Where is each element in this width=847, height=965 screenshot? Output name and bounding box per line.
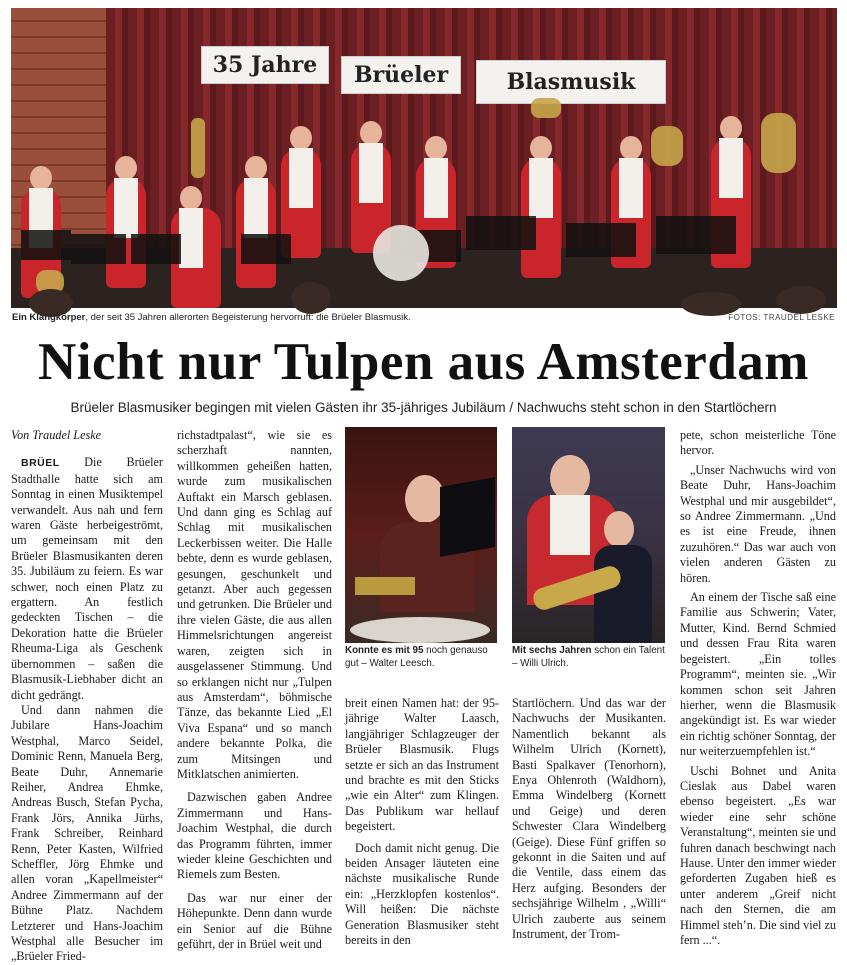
paragraph: Startlöchern. Und das war der Nachwuchs der Musikanten. Namentlich bekannt als Wilhelm Ulrich (Kornett), Basti Spalkaver (Tenorhorn), Enya Ohlenroth (Waldhorn), Emma Windelberg (Kornett und Geige) und deren Schwester Clara Windelberg (Geige). Diese Fünf griffen so gekonnt in die Saiten und auf die Ventile, dass einem das Herz aufging. Besonders der sechsjährige Wilhelm , „Willi“ Ulrich zauberte aus seinem Instrument, der Trom- — [512, 696, 666, 942]
paragraph: Doch damit nicht genug. Die beiden Ansager läuteten eine nächste musikalische Runde ein: „Herzklopfen kostenlos“. Will heißen: Die nächste Generation Blasmusiker steht bereits in den — [345, 840, 499, 948]
headline: Nicht nur Tulpen aus Amsterdam — [38, 333, 809, 391]
paragraph: Das war nur einer der Höhepunkte. Denn dann wurde ein Senior auf die Bühne geführt, der in Brüel weit und — [177, 890, 332, 951]
paragraph: pete, schon meisterliche Töne hervor. — [680, 428, 836, 458]
paragraph: richstadtpalast“, wie sie es scherzhaft nannten, willkommen geheißen hatten, wurde zum musikalischen Auftakt ein Marsch geblasen. Und dann ging es Schlag auf Schlag mit musikalischen Leckerbissen weiter. Die Halle bebte, denn es wurde geblasen, gesungen, geschunkelt und getanzt. Aber auch gegessen und getrunken. Die Brüeler und ihre vielen Gäste, die aus allen Himmelsrichtungen angereist waren, zeigten sich in ausgelassener Stimmung. Und so erklangen nicht nur „Tulpen aus Amsterdam“, böhmische Tänze, das bekannte Lied „El Viva Espana“ und so manch andere bekannte Polka, die zum Mitsingen und Mitklatschen animierten. — [177, 428, 332, 781]
column-1 — [11, 428, 163, 965]
drum-stand — [355, 577, 415, 595]
adult-shirt — [550, 495, 590, 555]
banner-brueeler: Brüeler — [341, 56, 461, 94]
column-5 — [680, 428, 836, 948]
paragraph: Uschi Bohnet und Anita Cieslak aus Dabel waren ebenso begeistert. „Es war wieder eine sehr schöne Veranstaltung“, meinten sie und fuhren danach beschwingt nach Hause. Unter den immer wieder geforderten Zugaben hieß es unter anderem „Greif nicht nach den Sternen, die am Himmel steh’n. Die sind viel zu fern ...“. — [680, 763, 837, 947]
banner-35-jahre: 35 Jahre — [201, 46, 329, 84]
paragraph: Dazwischen gaben Andree Zimmermann und Hans-Joachim Westphal, die durch das Programm führten, immer wieder kleine Geschichten und Riemels zum Besten. — [177, 790, 332, 882]
column-3 — [345, 696, 499, 949]
music-stand — [440, 477, 495, 557]
photo-credit: FOTOS: TRAUDEL LESKE — [728, 313, 835, 322]
photo1-caption: Konnte es mit 95 noch genauso gut – Walter Leesch. — [345, 645, 488, 669]
photo-willi-ulrich — [512, 427, 665, 643]
photo-walter-laasch — [345, 427, 497, 643]
drum — [350, 617, 490, 643]
photo2-caption: Mit sechs Jahren schon ein Talent – Willi Ulrich. — [512, 645, 665, 669]
child-head — [604, 511, 634, 547]
child-body — [594, 545, 652, 643]
column-2 — [177, 428, 332, 952]
subheadline: Brüeler Blasmusiker begingen mit vielen Gästen ihr 35-jähriges Jubiläum / Nachwuchs steht schon in den Startlöchern — [70, 400, 777, 415]
hero-photo — [11, 8, 837, 308]
photo-caption: Ein Klangkörper, der seit 35 Jahren allerorten Begeisterung hervorruft: die Brüeler Blasmusik. — [12, 312, 411, 323]
paragraph: Und dann nahmen die Jubilare Hans-Joachim Westphal, Marco Seidel, Dominic Renn, Manuela Berg, Beate Duhr, Annemarie Reiher, Andrea Ehmke, Andreas Busch, Stefan Pycha, Frank Jörs, Annika Jürhs, Frank Schreiber, Reinhard Renn, Peter Kasten, Wilfried Scheffler, Jörg Ehmke und allen voran „Kapellmeister“ Andree Zimmermann auf der Bühne Platz. Nachdem Letzterer und Hans-Joachim Westphal alle Besucher im „Brüeler Fried- — [11, 702, 163, 964]
byline: Von Traudel Leske — [11, 428, 102, 442]
paragraph: BRÜEL Die Brüeler Stadthalle hatte sich am Sonntag in einen Musiktempel verwandelt. Aus nah und fern waren Gäste herbeigeströmt, um gemeinsam mit den Brüeler Blasmusikanten deren 35. Jubiläum zu feiern. Es war schwer, noch einen Platz zu ergattern. An festlich gedeckten Tischen – die Dekoration hatte die Brüeler Rheuma-Liga als Geschenk übernommen – saßen die Blasmusik-Liebhaber dicht an dicht gedrängt. — [11, 455, 163, 702]
paragraph: „Unser Nachwuchs wird von Beate Duhr, Hans-Joachim Westphal und mir ausgebildet“, so Andree Zimmermann. „Und es ist eine Freude, ihnen zuzuhören.“ Das war auch von vielen anderen Gästen zu hören. — [680, 462, 836, 585]
paragraph: An einem der Tische saß eine Familie aus Schwerin; Vater, Mutter, Kind. Bernd Schmied und dessen Frau Rita waren begeistert. „Ein tolles Programm“, meinten sie. „Wir kommen schon seit Jahren hierher, wenn die Blasmusik angekündigt ist. Es war wieder ein richtig schöner Sonntag, der nur weiterzuempfehlen ist.“ — [680, 590, 836, 759]
banner-blasmusik: Blasmusik — [476, 60, 666, 104]
column-4 — [512, 696, 666, 943]
dateline: BRÜEL — [21, 457, 60, 470]
drummer-head — [405, 475, 445, 523]
paragraph: breit einen Namen hat: der 95-jährige Walter Laasch, langjähriger Schlagzeuger der Brüeler Blasmusik. Flugs setzte er sich an das Instrument und brachte es mit den Sticks „wie ein Alter“ zum Klingen. Das Publikum war hellauf begeistert. — [345, 696, 499, 834]
music-stands — [11, 8, 837, 308]
